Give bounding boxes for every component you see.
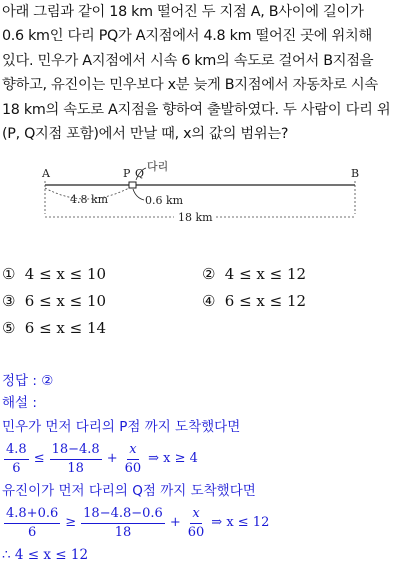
operator: ≤ (33, 451, 45, 466)
choice-row (2, 292, 398, 319)
operator: + (106, 451, 118, 466)
choice-text: 6 ≤ x ≤ 10 (24, 292, 107, 310)
denominator: 60 (187, 524, 205, 540)
label-b: B (351, 167, 360, 180)
choice-number: ④ (202, 292, 216, 310)
label-dist-ap: 4.8 km (70, 193, 109, 206)
problem-statement (2, 0, 396, 146)
problem-line: (P, Q지점 포함)에서 만날 때, x의 값의 범위는? (2, 125, 289, 142)
fraction (4, 506, 60, 541)
numerator: 18−4.8 (50, 442, 102, 460)
operator: ≥ (65, 515, 77, 530)
choice-number: ① (2, 265, 16, 283)
numerator: x (190, 506, 201, 524)
choice-row (2, 265, 398, 292)
case2-text: 유진이가 먼저 다리의 Q점 까지 도착했다면 (2, 483, 256, 499)
choice-text: 4 ≤ x ≤ 10 (24, 265, 107, 283)
problem-line: 아래 그림과 같이 18 km 떨어진 두 지점 A, B사이에 길이가 (2, 4, 364, 20)
fraction (81, 506, 165, 541)
choice-5[interactable] (2, 319, 106, 337)
fraction (186, 506, 207, 541)
choice-3[interactable] (2, 292, 106, 310)
denominator: 18 (114, 524, 132, 540)
numerator: 4.8 (4, 442, 29, 460)
choice-number: ② (202, 265, 216, 283)
result: ⇒ x ≥ 4 (148, 451, 198, 466)
diagram-svg (36, 160, 366, 230)
problem-line: 있다. 민우가 A지점에서 시속 6 km의 속도로 걸어서 B지점을 (2, 52, 374, 69)
problem-line: 향하고, 유진이는 민우보다 x분 늦게 B지점에서 자동차로 시속 (2, 77, 378, 94)
bridge-mark (129, 182, 136, 188)
denominator: 18 (67, 460, 84, 476)
denominator: 6 (27, 524, 37, 540)
choice-text: 6 ≤ x ≤ 12 (224, 292, 307, 310)
label-p: P (123, 167, 131, 180)
problem-line: 18 km의 속도로 A지점을 향하여 출발하였다. 두 사람이 다리 위 (2, 101, 391, 118)
choice-row (2, 319, 398, 346)
answer-line: 정답 : ② (2, 373, 54, 389)
choice-1[interactable] (2, 265, 106, 283)
result: ⇒ x ≤ 12 (211, 515, 270, 530)
fraction (123, 442, 144, 477)
choice-2[interactable] (202, 265, 306, 283)
numerator: x (127, 442, 138, 460)
conclusion: ∴ 4 ≤ x ≤ 12 (2, 547, 89, 563)
label-dist-pq: 0.6 km (145, 194, 184, 207)
answer-choices (2, 265, 398, 346)
denominator: 60 (124, 460, 142, 476)
denominator: 6 (12, 460, 21, 476)
fraction (4, 442, 29, 477)
case1-inequality (2, 437, 398, 481)
choice-text: 6 ≤ x ≤ 14 (24, 319, 107, 337)
choice-number: ③ (2, 292, 16, 310)
choice-text: 4 ≤ x ≤ 12 (224, 265, 307, 283)
case1-text: 민우가 먼저 다리의 P점 까지 도착했다면 (2, 419, 241, 435)
bridge-label: 다리 (147, 160, 169, 173)
numerator: 4.8+0.6 (4, 506, 60, 524)
label-q: Q (135, 167, 145, 180)
problem-line: 0.6 km인 다리 PQ가 A지점에서 4.8 km 떨어진 곳에 위치해 (2, 28, 373, 45)
operator: + (169, 515, 181, 530)
solution-heading: 해설 : (2, 395, 37, 411)
numerator: 18−4.8−0.6 (81, 506, 165, 524)
choice-4[interactable] (202, 292, 306, 310)
solution-section (2, 371, 398, 567)
pq-callout (133, 189, 144, 200)
case2-inequality (2, 501, 398, 545)
distance-diagram (36, 160, 366, 230)
label-a: A (42, 167, 50, 180)
choice-number: ⑤ (2, 319, 16, 337)
fraction (50, 442, 102, 477)
label-dist-ab: 18 km (178, 211, 213, 224)
